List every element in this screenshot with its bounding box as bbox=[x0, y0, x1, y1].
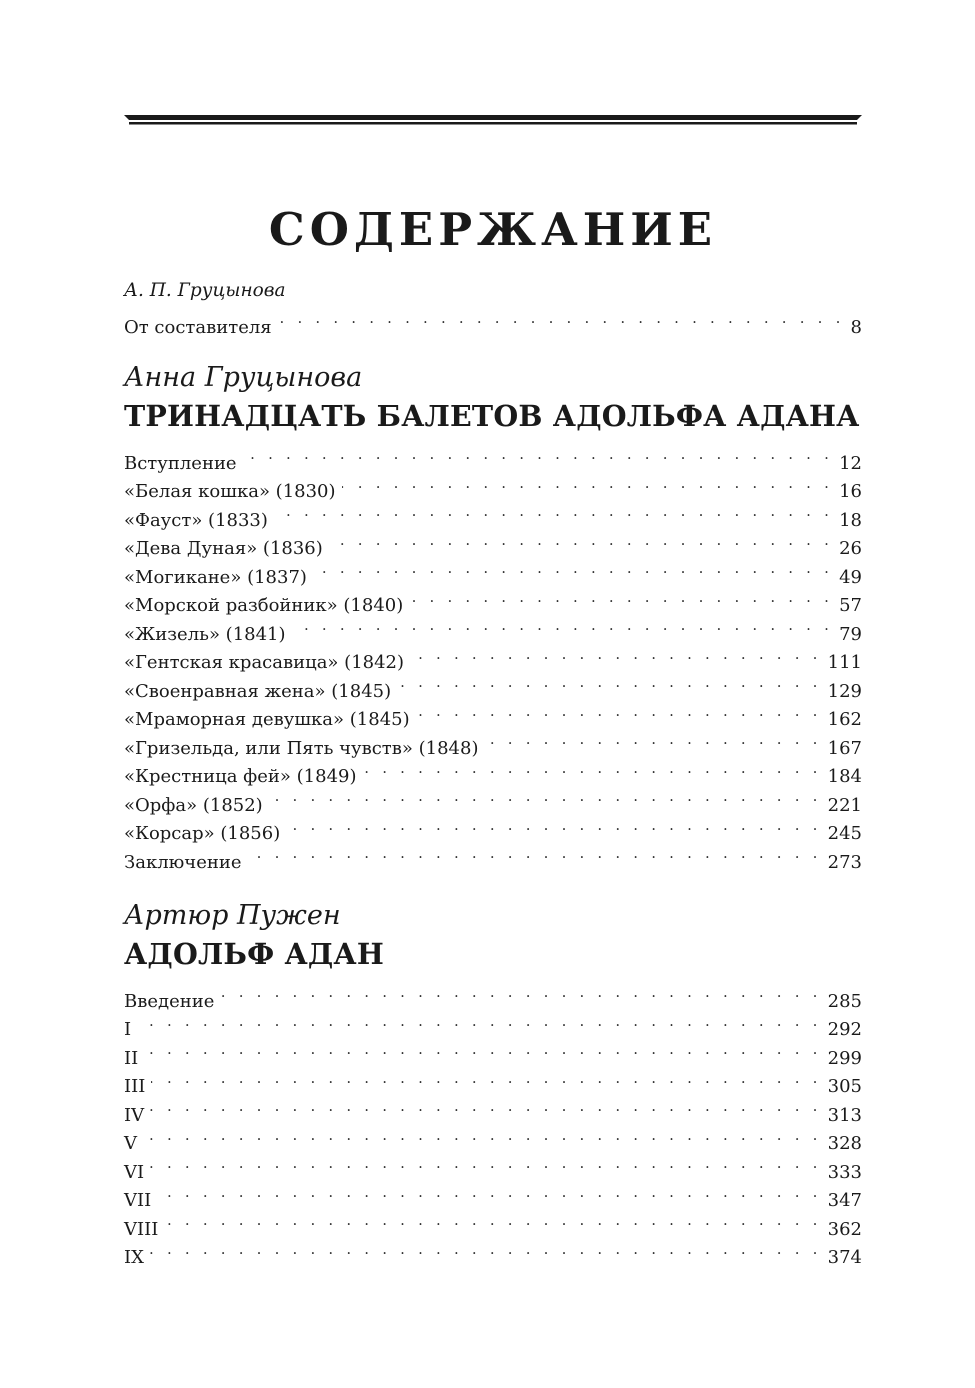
header-rule bbox=[124, 115, 862, 125]
toc-entry-page: 221 bbox=[827, 794, 862, 816]
preface-block bbox=[124, 278, 862, 338]
toc-entry-label: III bbox=[124, 1076, 146, 1097]
section2-author: Артюр Пужен bbox=[124, 900, 341, 931]
toc-entry-label: VIII bbox=[124, 1218, 159, 1240]
dot-leader bbox=[243, 440, 834, 469]
dot-leader bbox=[143, 1121, 822, 1150]
toc-entry[interactable] bbox=[124, 1149, 862, 1183]
section2-entries bbox=[124, 978, 862, 1268]
toc-entry-page: 26 bbox=[839, 538, 862, 559]
dot-leader bbox=[164, 1206, 821, 1235]
dot-leader bbox=[313, 554, 833, 583]
toc-entry-label: «Жизель» (1841) bbox=[124, 623, 286, 645]
section1-block bbox=[124, 360, 862, 873]
section1-entries bbox=[124, 440, 862, 873]
toc-entry-label: IV bbox=[124, 1104, 145, 1126]
toc-entry-page: 313 bbox=[827, 1104, 862, 1126]
dot-leader bbox=[292, 611, 834, 640]
dot-leader bbox=[150, 1235, 822, 1264]
toc-entry-page: 328 bbox=[827, 1133, 862, 1154]
dot-leader bbox=[150, 1092, 822, 1121]
dot-leader bbox=[150, 1149, 822, 1178]
toc-entry-page: 184 bbox=[827, 766, 862, 787]
section1-title: ТРИНАДЦАТЬ БАЛЕТОВ АДОЛЬФА АДАНА bbox=[124, 399, 860, 433]
dot-leader bbox=[484, 725, 821, 754]
dot-leader bbox=[220, 978, 821, 1007]
preface-author: А. П. Груцынова bbox=[124, 280, 286, 301]
toc-entry-label: Введение bbox=[124, 990, 215, 1012]
dot-leader bbox=[137, 1007, 822, 1036]
toc-entry-page: 305 bbox=[827, 1076, 862, 1097]
preface-entries bbox=[124, 304, 862, 338]
toc-entry-page: 299 bbox=[827, 1047, 862, 1069]
section2-title: АДОЛЬФ АДАН bbox=[124, 937, 384, 971]
dot-leader bbox=[151, 1064, 821, 1093]
dot-leader bbox=[342, 469, 834, 498]
toc-entry-label: От составителя bbox=[124, 316, 272, 338]
toc-entry-page: 79 bbox=[839, 623, 862, 645]
dot-leader bbox=[397, 668, 822, 697]
toc-entry-label: «Мраморная девушка» (1845) bbox=[124, 709, 410, 730]
toc-entry-label: I bbox=[124, 1019, 132, 1040]
toc-entry[interactable] bbox=[124, 1092, 862, 1126]
toc-entry-label: «Своенравная жена» (1845) bbox=[124, 680, 392, 702]
toc-entry-page: 245 bbox=[827, 823, 862, 844]
page-title: СОДЕРЖАНИЕ bbox=[268, 203, 718, 256]
toc-entry-label: «Корсар» (1856) bbox=[124, 823, 281, 844]
toc-entry[interactable] bbox=[124, 1035, 862, 1069]
toc-entry-label: «Крестница фей» (1849) bbox=[124, 766, 357, 787]
toc-entry-page: 162 bbox=[827, 709, 862, 730]
toc-entry-label: VI bbox=[124, 1161, 145, 1183]
toc-entry[interactable] bbox=[124, 1178, 862, 1211]
toc-entry-page: 347 bbox=[827, 1190, 862, 1211]
dot-leader bbox=[416, 697, 822, 726]
dot-leader bbox=[410, 640, 822, 669]
toc-entry[interactable] bbox=[124, 304, 862, 338]
toc-entry-page: 374 bbox=[827, 1247, 862, 1268]
toc-entry-label: «Орфа» (1852) bbox=[124, 794, 263, 816]
toc-entry-page: 111 bbox=[827, 652, 862, 673]
toc-entry-page: 12 bbox=[839, 452, 862, 474]
dot-leader bbox=[363, 754, 822, 783]
toc-entry-page: 18 bbox=[839, 509, 862, 531]
toc-entry-label: Вступление bbox=[124, 452, 237, 474]
toc-entry-page: 57 bbox=[839, 595, 862, 616]
toc-entry-page: 167 bbox=[827, 737, 862, 759]
toc-entry-page: 129 bbox=[827, 680, 862, 702]
toc-entry-page: 362 bbox=[827, 1218, 862, 1240]
toc-entry[interactable] bbox=[124, 1235, 862, 1268]
dot-leader bbox=[269, 782, 822, 811]
toc-entry-label: Заключение bbox=[124, 851, 242, 873]
toc-entry-page: 8 bbox=[850, 316, 862, 338]
toc-entry-page: 333 bbox=[827, 1161, 862, 1183]
toc-entry-label: «Гризельда, или Пять чувств» (1848) bbox=[124, 737, 479, 759]
toc-entry[interactable] bbox=[124, 1121, 862, 1154]
toc-entry-label: VII bbox=[124, 1190, 152, 1211]
toc-entry-page: 285 bbox=[827, 990, 862, 1012]
toc-entry-label: V bbox=[124, 1133, 137, 1154]
toc-entry-label: «Дева Дуная» (1836) bbox=[124, 538, 323, 559]
dot-leader bbox=[274, 497, 833, 526]
section2-block bbox=[124, 898, 862, 1268]
section1-author: Анна Груцынова bbox=[124, 362, 363, 393]
toc-entry[interactable] bbox=[124, 440, 862, 474]
dot-leader bbox=[409, 583, 833, 612]
dot-leader bbox=[248, 839, 822, 868]
dot-leader bbox=[144, 1035, 821, 1064]
toc-entry-label: «Морской разбойник» (1840) bbox=[124, 595, 404, 616]
toc-entry[interactable] bbox=[124, 1007, 862, 1040]
toc-entry-label: «Гентская красавица» (1842) bbox=[124, 652, 405, 673]
toc-entry-label: IX bbox=[124, 1247, 144, 1268]
dot-leader bbox=[329, 526, 833, 555]
toc-entry[interactable] bbox=[124, 1064, 862, 1097]
toc-entry-label: «Белая кошка» (1830) bbox=[124, 481, 336, 502]
toc-entry-label: «Фауст» (1833) bbox=[124, 509, 268, 531]
toc-entry-page: 49 bbox=[839, 566, 862, 588]
toc-entry[interactable] bbox=[124, 978, 862, 1012]
toc-entry-page: 273 bbox=[827, 851, 862, 873]
dot-leader bbox=[286, 811, 821, 840]
toc-entry-page: 292 bbox=[827, 1019, 862, 1040]
dot-leader bbox=[157, 1178, 821, 1207]
toc-entry-label: II bbox=[124, 1047, 139, 1069]
toc-entry-label: «Могикане» (1837) bbox=[124, 566, 307, 588]
dot-leader bbox=[278, 304, 845, 333]
toc-entry-page: 16 bbox=[839, 481, 862, 502]
toc-entry[interactable] bbox=[124, 1206, 862, 1240]
